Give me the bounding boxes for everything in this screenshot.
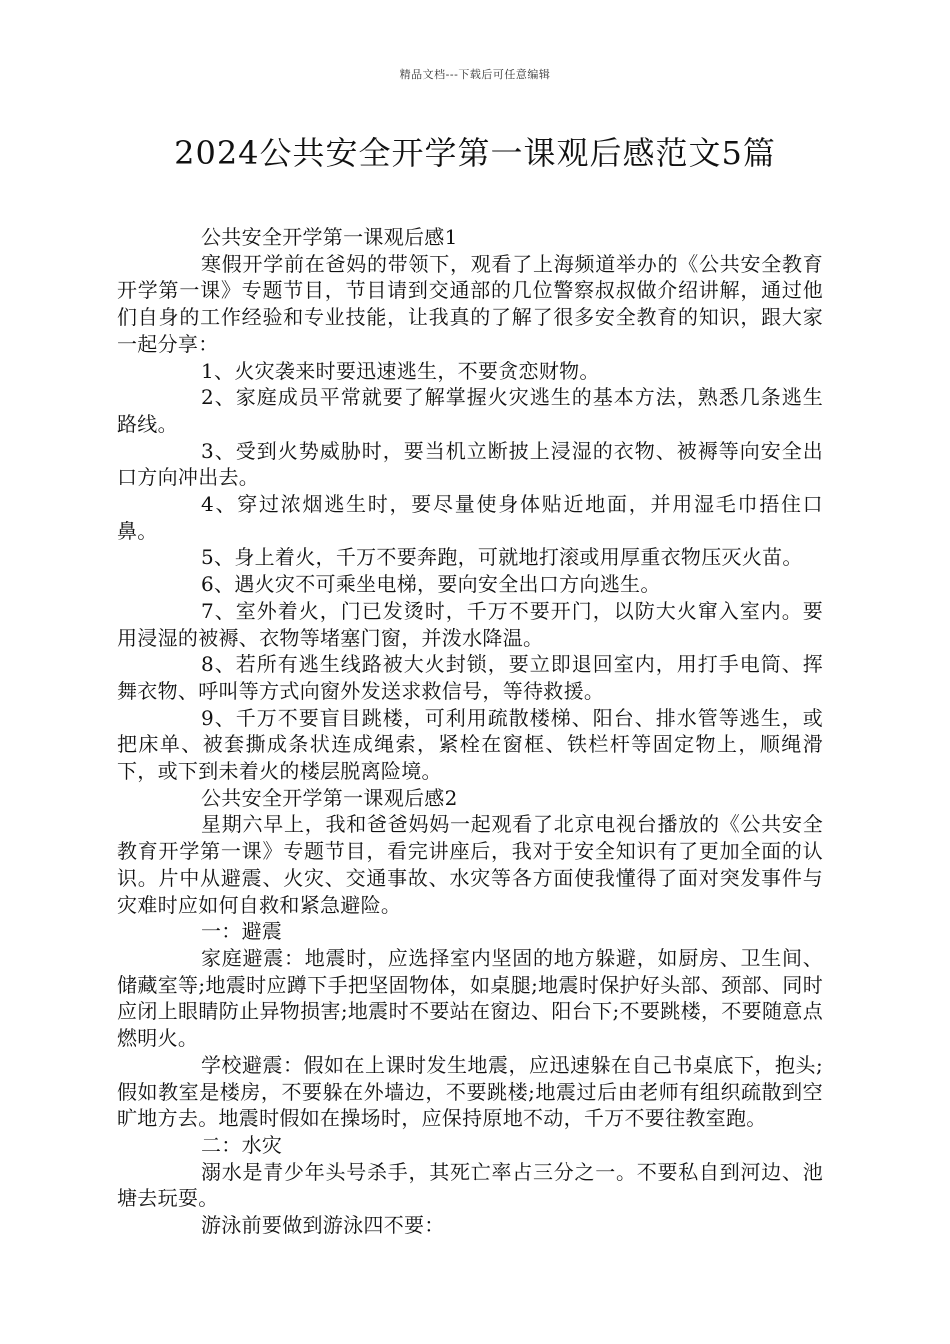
section-heading-essay-2: 公共安全开学第一课观后感2 [201, 785, 458, 810]
paragraph: 家庭避震：地震时，应选择室内坚固的地方躲避，如厨房、卫生间、储藏室等;地震时应蹲下手把坚固物体，如桌腿;地震时保护好头部、颈部、同时应闭上眼睛防止异物损害;地震时不要站在窗边、阳台下;不要跳楼，不要随意点燃明火。 [117, 945, 823, 1051]
list-item: 6、遇火灾不可乘坐电梯，要向安全出口方向逃生。 [201, 572, 661, 597]
paragraph: 游泳前要做到游泳四不要： [201, 1213, 445, 1238]
list-item: 5、身上着火，千万不要奔跑，可就地打滚或用厚重衣物压灭火苗。 [201, 545, 803, 570]
section-heading-essay-1: 公共安全开学第一课观后感1 [201, 225, 458, 249]
list-item: 9、千万不要盲目跳楼，可利用疏散楼梯、阳台、排水管等逃生，或把床单、被套撕成条状连成绳索，紧栓在窗框、铁栏杆等固定物上，顺绳滑下，或下到未着火的楼层脱离险境。 [117, 705, 823, 784]
subheading-flood: 二：水灾 [201, 1132, 283, 1157]
list-item: 2、家庭成员平常就要了解掌握火灾逃生的基本方法，熟悉几条逃生路线。 [117, 385, 823, 436]
paragraph: 寒假开学前在爸妈的带领下，观看了上海频道举办的《公共安全教育开学第一课》专题节目，节目请到交通部的几位警察叔叔做介绍讲解，通过他们自身的工作经验和专业技能，让我真的了解了很多安全教育的知识，跟大家一起分享： [117, 251, 823, 356]
document-body [117, 224, 823, 1239]
subheading-earthquake: 一：避震 [201, 919, 283, 944]
paragraph: 星期六早上，我和爸爸妈妈一起观看了北京电视台播放的《公共安全教育开学第一课》专题节目，看完讲座后，我对于安全知识有了更加全面的认识。片中从避震、火灾、交通事故、水灾等各方面使我懂得了面对突发事件与灾难时应如何自救和紧急避险。 [117, 812, 823, 917]
document-title: 2024公共安全开学第一课观后感范文5篇 [174, 134, 776, 172]
list-item: 3、受到火势威胁时，要当机立断披上浸湿的衣物、被褥等向安全出口方向冲出去。 [117, 438, 823, 490]
header-note: 精品文档---下载后可任意编辑 [399, 68, 551, 81]
paragraph: 溺水是青少年头号杀手，其死亡率占三分之一。不要私自到河边、池塘去玩耍。 [117, 1159, 823, 1211]
list-item: 8、若所有逃生线路被大火封锁，要立即退回室内，用打手电筒、挥舞衣物、呼叫等方式向窗外发送求救信号，等待救援。 [117, 652, 823, 703]
list-item: 4、穿过浓烟逃生时，要尽量使身体贴近地面，并用湿毛巾捂住口鼻。 [117, 492, 823, 543]
list-item: 7、室外着火，门已发烫时，千万不要开门，以防大火窜入室内。要用浸湿的被褥、衣物等堵塞门窗，并泼水降温。 [117, 598, 823, 650]
paragraph: 学校避震：假如在上课时发生地震，应迅速躲在自己书桌底下，抱头;假如教室是楼房，不要躲在外墙边，不要跳楼;地震过后由老师有组织疏散到空旷地方去。地震时假如在操场时，应保持原地不动，千万不要往教室跑。 [117, 1052, 823, 1131]
list-item: 1、火灾袭来时要迅速逃生，不要贪恋财物。 [201, 358, 600, 383]
